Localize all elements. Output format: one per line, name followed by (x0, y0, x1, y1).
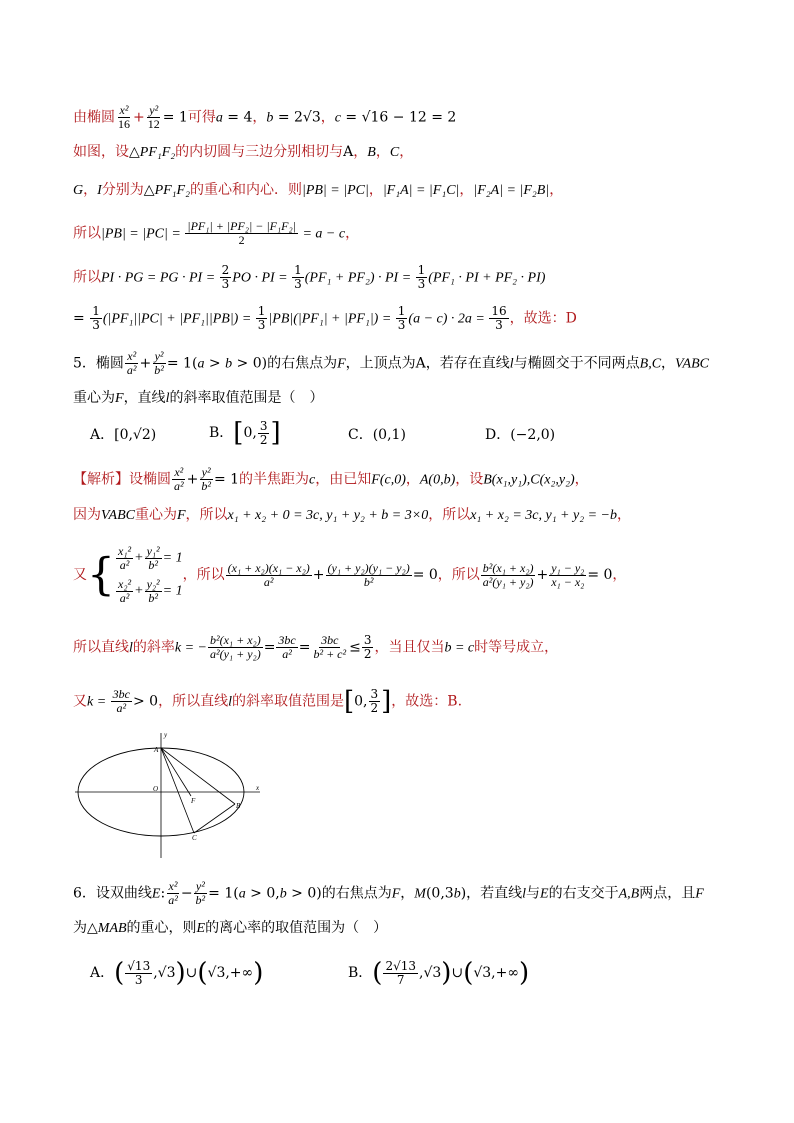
solution-line-4: 所以|PB| = |PC| = $\frac{\text{|PF₁| + |PF₂| − |F₁F₂|}}{2}$ = a − c， (73, 219, 360, 247)
option-6a: A．( $\frac{√13}{3}$ ,√3)∪(√3,+∞) (90, 958, 264, 988)
solution-line-6: = $\frac{1}{3}$ (|PF₁||PC| + |PF₁||PB|) = $\frac{1}{3}$ |PB|(|PF₁| + |PF₁|) = $\frac{1}{3}$ (a − c) · 2a = $\frac{16}{3}$ ，故选：D (73, 304, 577, 332)
solution-5-line-5: 又k = $\frac{3bc}{\text{a²}}$ > 0，所以直线l的斜率取值范围是[0, $\frac{3}{2}$ ]，故选：B. (73, 686, 463, 717)
label-o: O (153, 785, 159, 793)
solution-line-1: 由椭圆 $\frac{\text{x²}}{16}$ + $\frac{\text{y²}}{12}$ = 1可得a = 4，b = 2√3，c = √16 − 12 = 2 (73, 103, 457, 131)
question-6-line-2: 为△MAB的重心，则E的离心率的取值范围为（ ） (73, 920, 388, 936)
ellipse-figure (70, 730, 270, 860)
label-y: y (164, 731, 168, 739)
segment-af (161, 748, 191, 796)
option-6b: B．( $\frac{2√13}{7}$ ,√3)∪(√3,+∞) (348, 958, 530, 988)
solution-line-5: 所以PI · PG = PG · PI = $\frac{2}{3}$ PO · PI = $\frac{1}{3}$ (PF₁ + PF₂) · PI = $\frac{1}{3}$ (PF₁ · PI + PF₂ · PI) (73, 263, 546, 291)
label-c: C (192, 834, 197, 842)
question-5-line-2: 重心为F，直线l的斜率取值范围是（ ） (73, 390, 324, 406)
solution-5-line-2: 因为VABC重心为F，所以x₁ + x₂ + 0 = 3c, y₁ + y₂ + b = 3×0，所以x₁ + x₂ = 3c, y₁ + y₂ = −b， (73, 507, 631, 523)
option-5b: B．[0, $\frac{3}{2}$ ] (209, 418, 281, 448)
solution-5-line-1: 【解析】设椭圆 $\frac{\text{x²}}{\text{a²}}$ + $\frac{\text{y²}}{\text{b²}}$ = 1的半焦距为c，由已知F(c,0)，A(0,b)，设B(x₁,y₁),C(x₂,y₂)， (73, 465, 589, 493)
solution-5-line-3: 又{ $\frac{\text{x₁²}}{\text{a²}}$ + $\frac{\text{y₁²}}{\text{b²}}$ = 1 $\frac{\text{x₂²}}{\text{a²}}$ + $\frac{\text{y₂²}}{\text{b²}}$ = 1 ，所以 $\frac{\text{(x₁ + x₂)(x₁ − x₂)}}{\text{a²}}$ + $\frac{\text{(y₁ + y₂)(y₁ − y₂)}}{\text{b²}}$ = 0，所以 $\frac{\text{b²(x₁ + x₂)}}{\text{a²(y₁ + y₂)}}$ + $\frac{\text{y₁ − y₂}}{\text{x₁ − x₂}}$ = 0， (73, 544, 627, 605)
question-5-line-1: 5．椭圆 $\frac{\text{x²}}{\text{a²}}$ + $\frac{\text{y²}}{\text{b²}}$ = 1(a > b > 0)的右焦点为F，上顶点为A，若存在直线l与椭圆交于不同两点B,C，VABC (73, 349, 710, 377)
label-a: A (154, 746, 159, 754)
solution-line-2: 如图，设△PF₁F₂的内切圆与三边分别相切与A，B，C， (73, 144, 414, 160)
label-f: F (191, 797, 196, 805)
label-x: x (256, 784, 260, 792)
option-5a: A．[0,√2) (90, 427, 157, 443)
label-b: B (236, 802, 241, 810)
solution-5-line-4: 所以直线l的斜率k = − $\frac{\text{b²(x₁ + x₂)}}{\text{a²(y₁ + y₂)}}$ = $\frac{3bc}{\text{a²}}$ = $\frac{3bc}{\text{b² + c²}}$ ≤ $\frac{3}{2}$ ，当且仅当b = c时等号成立， (73, 633, 559, 661)
segment-bc (194, 804, 235, 833)
solution-line-3: G，I分别为△PF₁F₂的重心和内心．则|PB| = |PC|，|F₁A| = |F₁C|，|F₂A| = |F₂B|， (73, 182, 564, 198)
question-6-line-1: 6．设双曲线E: $\frac{\text{x²}}{\text{a²}}$ − $\frac{\text{y²}}{\text{b²}}$ = 1(a > 0,b > 0)的右焦点为F，M(0,3b)，若直线l与E的右支交于A,B两点，且F (73, 879, 704, 907)
option-5d: D．(−2,0) (485, 427, 556, 443)
option-5c: C．(0,1) (348, 427, 406, 443)
